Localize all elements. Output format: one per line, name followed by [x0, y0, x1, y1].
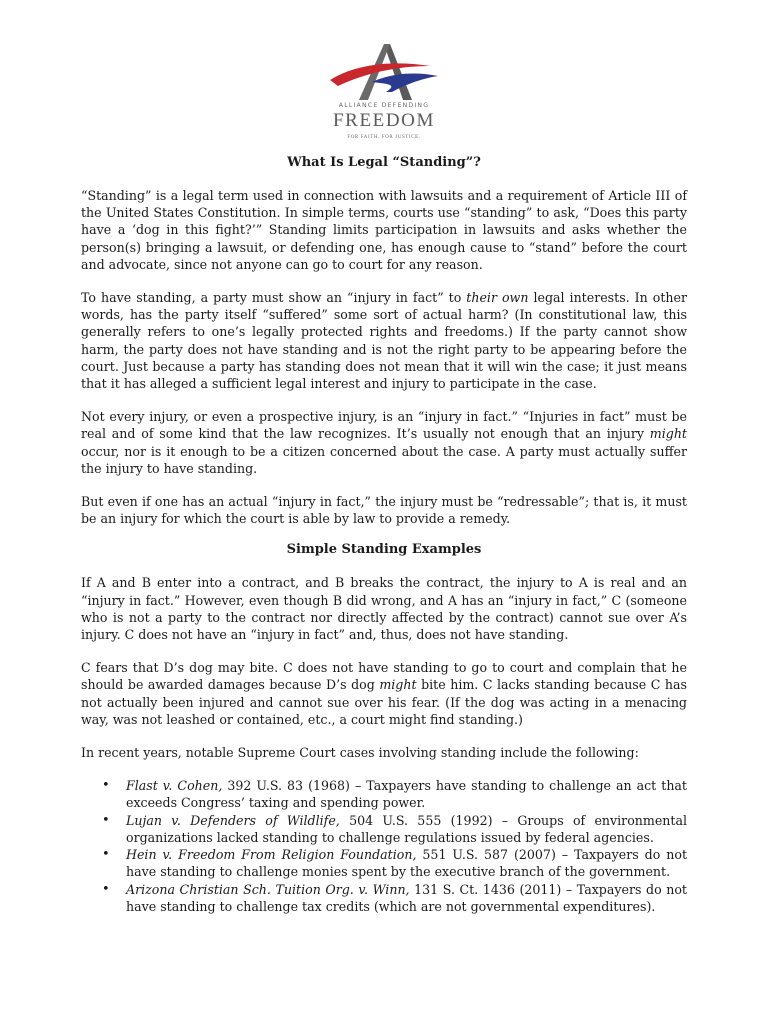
example-paragraphs — [81, 574, 687, 761]
example-paragraph-1 — [81, 574, 687, 643]
text-run: C fears that D’s dog may bite. C does not have standing to go to court and complain that he should be awarded damages because D’s dog — [81, 660, 687, 693]
example-paragraph-3 — [81, 744, 687, 761]
section-heading: Simple Standing Examples — [286, 542, 482, 558]
text-run: bite him. C lacks standing because C has not actually been injured and cannot sue over his fear. (If the dog was acting in a menacing way, was not leashed or contained, etc., a court might find standing.) — [81, 677, 687, 727]
text-run: 551 U.S. 587 (2007) – Taxpayers do not have standing to challenge monies spent by the executive branch of the government. — [126, 847, 688, 880]
case-list-item — [81, 881, 687, 915]
bullet-icon: • — [102, 778, 110, 794]
text-run: 392 U.S. 83 (1968) – Taxpayers have standing to challenge an act that exceeds Congress’ taxing and spending power. — [126, 778, 687, 811]
italic-text: Arizona Christian Sch. Tuition Org. v. Winn, — [126, 881, 410, 897]
text-run: But even if one has an actual “injury in fact,” the injury must be “redressable”; that is, it must be an injury for which the court is able by law to provide a remedy. — [81, 494, 687, 527]
logo-org-line1: ALLIANCE DEFENDING — [338, 102, 430, 109]
text-run: To have standing, a party must show an “injury in fact” to — [81, 290, 467, 306]
text-run: legal interests. In other words, has the party itself “suffered” some sort of actual harm? (In constitutional law, this generally refers to one’s legally protected rights and freedoms.) If the party cannot show harm, the party does not have standing and is not the right party to be appearing before the court. Just because a party has standing does not mean that it will win the case; it just means that it has alleged a sufficient legal interest and injury to participate in the case. — [81, 290, 687, 392]
case-list-item — [81, 777, 687, 811]
case-list-item — [81, 812, 687, 846]
organization-logo — [0, 42, 768, 142]
case-list-item — [81, 846, 687, 880]
text-run: “Standing” is a legal term used in connection with lawsuits and a requirement of Article III of the United States Constitution. In simple terms, courts use “standing” to ask, “Does this party have a ‘dog in this fight?’” Standing limits participation in lawsuits and asks whether the person(s) bringing a lawsuit, or defending one, has enough cause to “stand” before the court and advocate, since not anyone can go to court for any reason. — [81, 188, 687, 272]
case-list — [81, 777, 687, 915]
italic-text: Hein v. Freedom From Religion Foundation, — [126, 847, 417, 863]
paragraph-2 — [81, 289, 687, 392]
text-run: Not every injury, or even a prospective injury, is an “injury in fact.” “Injuries in fact” must be real and of some kind that the law recognizes. It’s usually not enough that an injury — [81, 409, 687, 442]
italic-text: might — [649, 426, 687, 442]
text-run: In recent years, notable Supreme Court cases involving standing include the following: — [81, 745, 639, 761]
example-paragraph-2 — [81, 659, 687, 728]
text-run: occur, nor is it enough to be a citizen concerned about the case. A party must actually suffer the injury to have standing. — [81, 443, 687, 476]
document-title: What Is Legal “Standing”? — [287, 155, 481, 170]
paragraph-1 — [81, 187, 687, 273]
text-run: 131 S. Ct. 1436 (2011) – Taxpayers do not have standing to challenge tax credits (which are not governmental expenditures). — [126, 881, 687, 914]
document-body — [81, 154, 687, 915]
italic-text: might — [379, 677, 417, 693]
text-run: If A and B enter into a contract, and B breaks the contract, the injury to A is real and an “injury in fact.” However, even though B did wrong, and A has an “injury in fact,” C (someone who is not a party to the contract nor directly affected by the contract) cannot sue over A’s injury. C does not have an “injury in fact” and, thus, does not have standing. — [81, 575, 687, 643]
text-run: 504 U.S. 555 (1992) – Groups of environmental organizations lacked standing to challenge regulations issued by federal agencies. — [126, 812, 687, 845]
bullet-icon: • — [102, 847, 110, 863]
paragraph-3 — [81, 408, 687, 477]
logo-org-line2: FREEDOM — [333, 110, 435, 131]
logo-mark-icon — [328, 42, 440, 102]
logo-tagline: FOR FAITH. FOR JUSTICE. — [347, 135, 421, 140]
italic-text: their own — [466, 290, 529, 306]
bullet-icon: • — [102, 812, 110, 828]
intro-paragraphs — [81, 187, 687, 527]
italic-text: Lujan v. Defenders of Wildlife, — [126, 812, 340, 828]
paragraph-4 — [81, 493, 687, 527]
italic-text: Flast v. Cohen, — [126, 778, 223, 794]
bullet-icon: • — [102, 881, 110, 897]
